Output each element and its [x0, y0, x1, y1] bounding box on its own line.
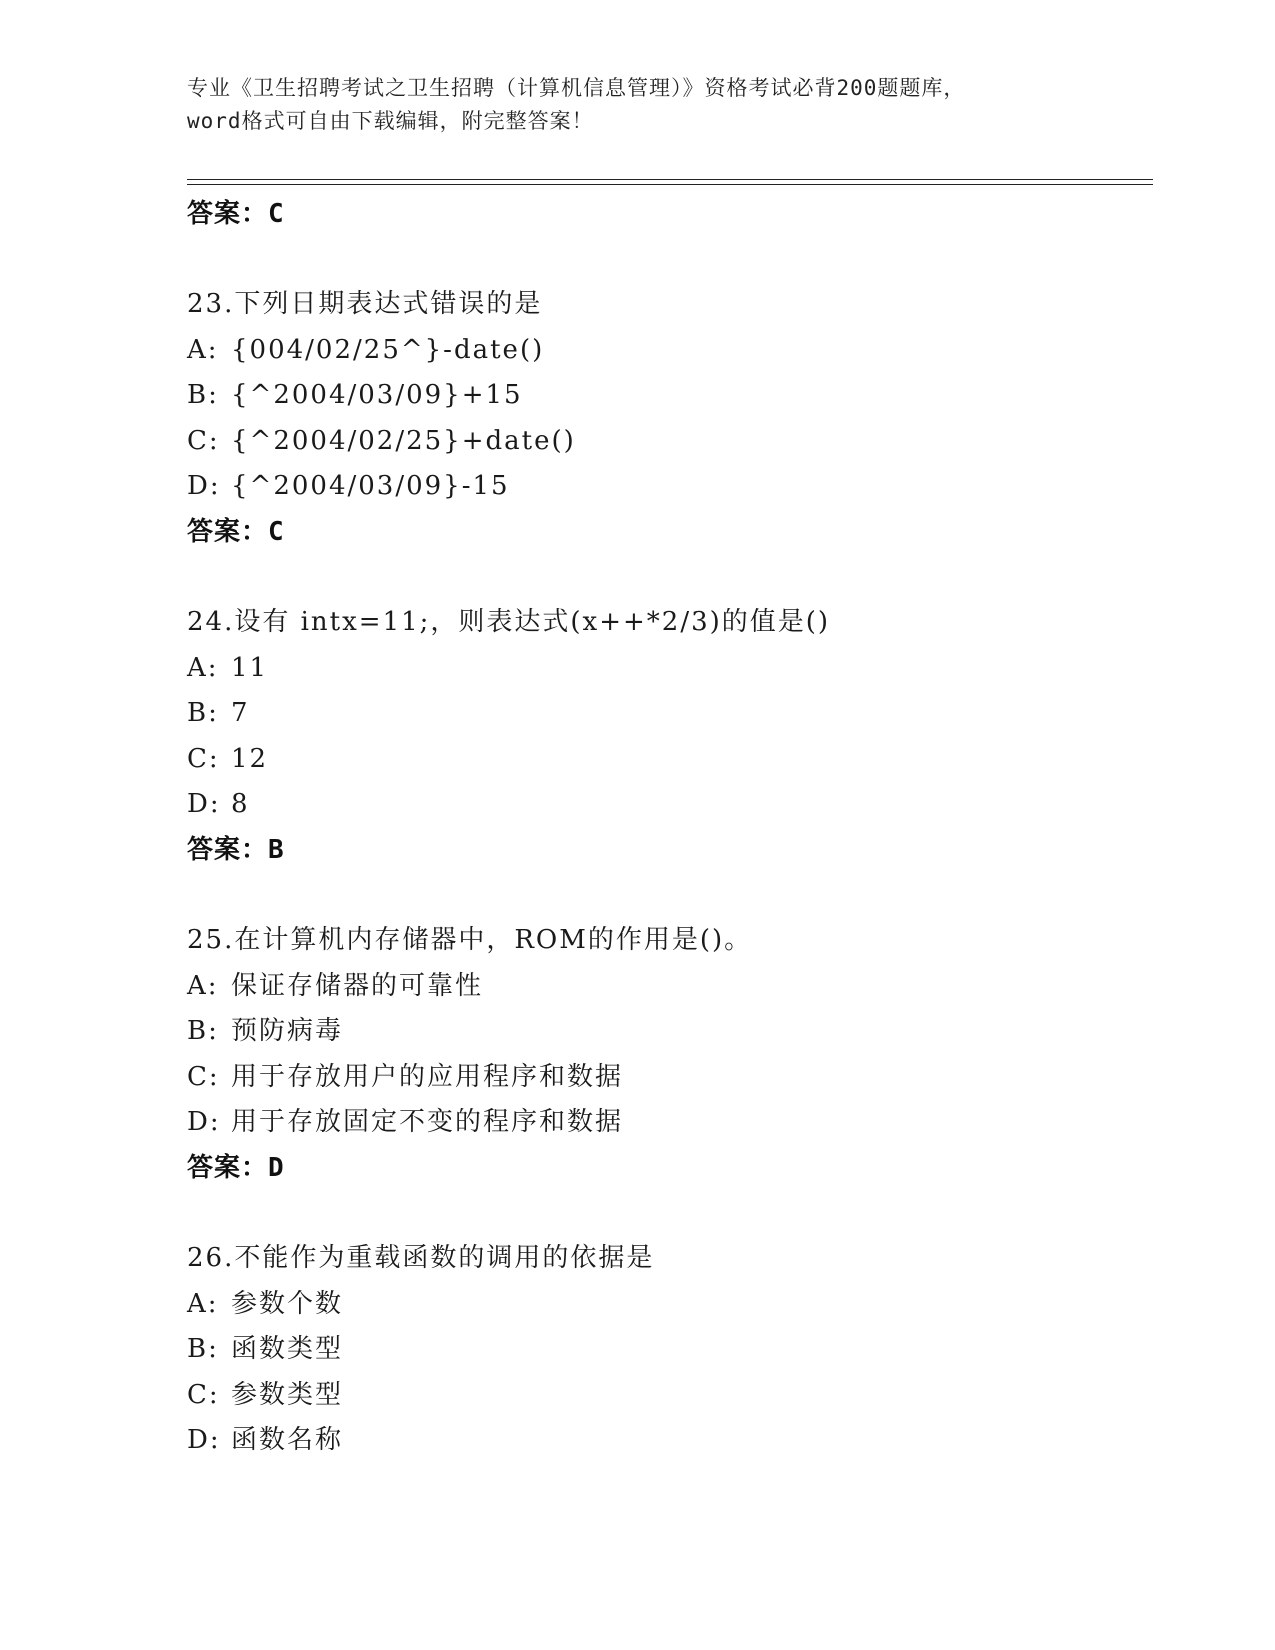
option-b — [187, 1009, 1153, 1055]
option-letter: D: — [187, 471, 221, 502]
question-26 — [187, 1236, 1153, 1464]
option-c — [187, 419, 1153, 465]
option-c — [187, 1373, 1153, 1419]
option-text: 用于存放固定不变的程序和数据 — [231, 1107, 624, 1138]
answer-line: 答案：C — [187, 516, 285, 547]
option-text: 预防病毒 — [231, 1016, 344, 1047]
option-text: 7 — [231, 698, 250, 729]
option-text: 8 — [231, 789, 250, 820]
option-letter: A: — [187, 970, 219, 1001]
header-divider-bottom — [187, 184, 1153, 185]
header-divider-top — [187, 179, 1153, 180]
option-a — [187, 964, 1153, 1010]
option-letter: B: — [187, 1334, 219, 1365]
option-a — [187, 646, 1153, 692]
option-letter: D: — [187, 789, 221, 820]
option-letter: A: — [187, 1288, 219, 1319]
option-text: 函数名称 — [231, 1425, 344, 1456]
option-a — [187, 328, 1153, 374]
option-b — [187, 373, 1153, 419]
option-letter: A: — [187, 652, 219, 683]
option-letter: A: — [187, 334, 219, 365]
answer-line: 答案：D — [187, 1152, 285, 1183]
question-list — [187, 192, 1153, 1464]
header-line-2: word格式可自由下载编辑，附完整答案！ — [187, 109, 594, 133]
option-letter: C: — [187, 743, 220, 774]
option-text: 12 — [231, 743, 269, 774]
option-d — [187, 464, 1153, 510]
answer-line: 答案：B — [187, 834, 285, 865]
option-b — [187, 1327, 1153, 1373]
option-c — [187, 1055, 1153, 1101]
option-letter: C: — [187, 1061, 220, 1092]
question-23 — [187, 282, 1153, 555]
option-letter: B: — [187, 1016, 219, 1047]
question-24 — [187, 600, 1153, 873]
option-a — [187, 1282, 1153, 1328]
option-letter: D: — [187, 1107, 221, 1138]
option-text: 函数类型 — [231, 1334, 344, 1365]
option-letter: B: — [187, 380, 219, 411]
option-text: {004/02/25^}-date() — [231, 334, 545, 365]
question-text: 25.在计算机内存储器中，ROM的作用是()。 — [187, 924, 753, 955]
option-text: {^2004/03/09}+15 — [231, 380, 523, 411]
question-25 — [187, 918, 1153, 1191]
option-letter: C: — [187, 1379, 220, 1410]
option-c — [187, 737, 1153, 783]
option-text: 参数类型 — [231, 1379, 344, 1410]
option-d — [187, 782, 1153, 828]
option-text: 保证存储器的可靠性 — [231, 970, 484, 1001]
option-text: 用于存放用户的应用程序和数据 — [231, 1061, 624, 1092]
option-letter: D: — [187, 1425, 221, 1456]
option-text: {^2004/03/09}-15 — [231, 471, 510, 502]
header-line-1: 专业《卫生招聘考试之卫生招聘（计算机信息管理）》资格考试必背200题题库， — [187, 76, 966, 100]
question-text: 26.不能作为重载函数的调用的依据是 — [187, 1242, 655, 1273]
option-d — [187, 1418, 1153, 1464]
option-text: {^2004/02/25}+date() — [231, 425, 576, 456]
question-text: 23.下列日期表达式错误的是 — [187, 289, 543, 319]
document-header — [187, 72, 1087, 138]
option-d — [187, 1100, 1153, 1146]
option-letter: C: — [187, 425, 220, 456]
question-text: 24.设有 intx=11;，则表达式(x++*2/3)的值是() — [187, 606, 831, 637]
option-text: 参数个数 — [231, 1288, 344, 1319]
option-b — [187, 691, 1153, 737]
option-letter: B: — [187, 698, 219, 729]
option-text: 11 — [231, 652, 269, 683]
answer-line: 答案：C — [187, 199, 285, 229]
